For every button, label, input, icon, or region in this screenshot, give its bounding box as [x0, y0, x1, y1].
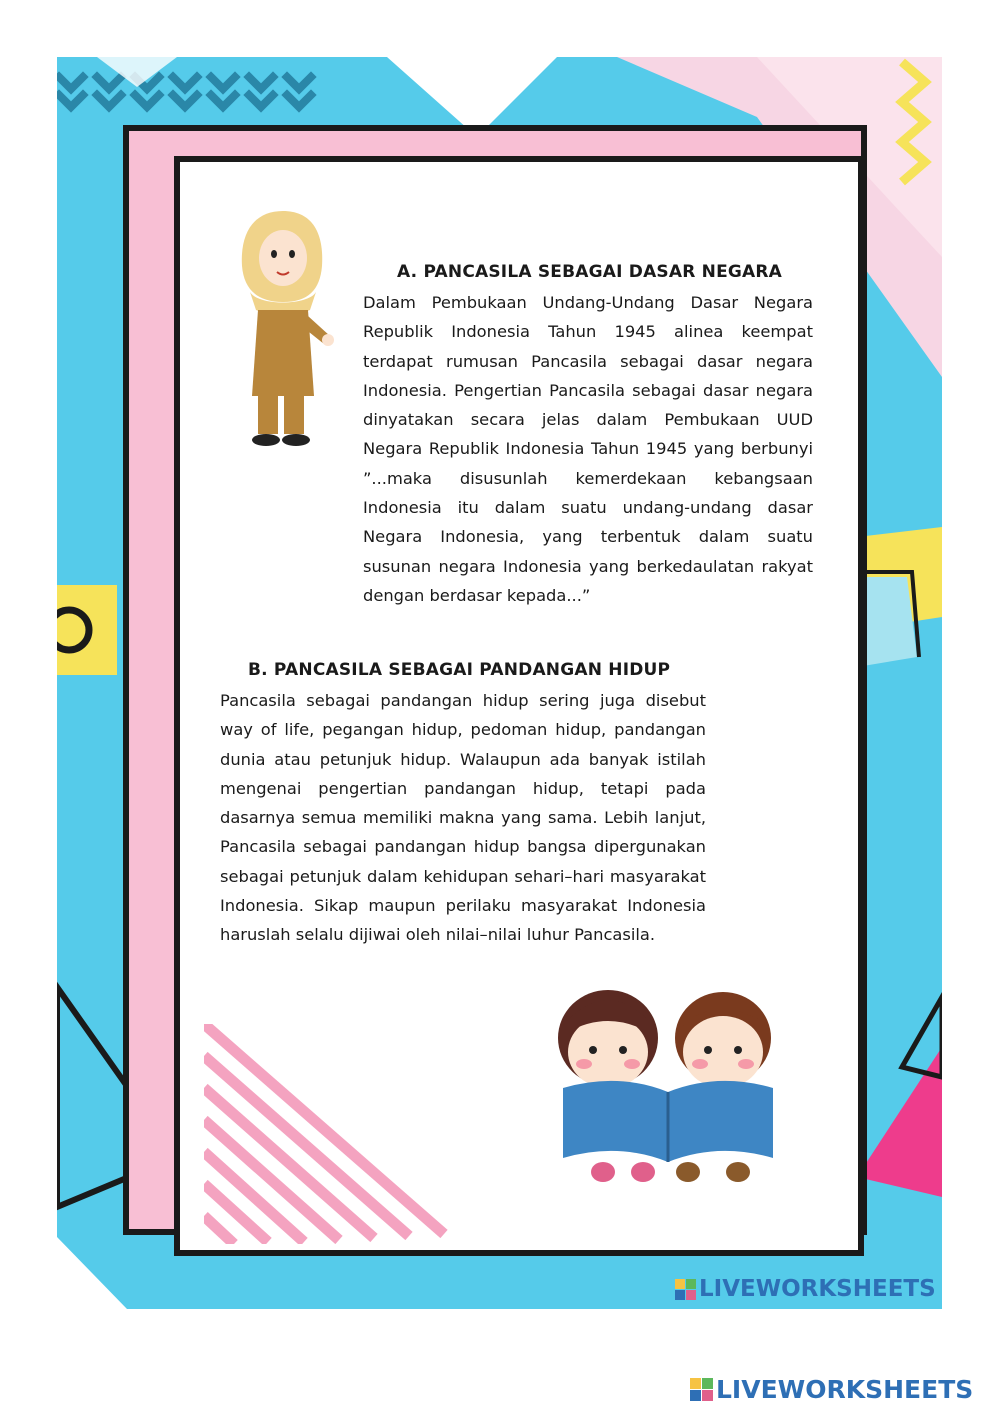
section-pandangan-hidup: [220, 660, 706, 950]
section-a-body: Dalam Pembukaan Undang-Undang Dasar Negara Republik Indonesia Tahun 1945 alinea keempat terdapat rumusan Pancasila sebagai dasar negara Indonesia. Pengertian Pancasila sebagai dasar negara dinyatakan secara jelas dalam Pembukaan UUD Negara Republik Indonesia Tahun 1945 yang berbunyi ”...maka disusunlah kemerdekaan kebangsaan Indonesia itu dalam suatu undang-undang dasar Negara Indonesia, yang terbentuk dalam suatu susunan negara Indonesia yang berkedaulatan rakyat dengan berdasar kepada...”: [363, 293, 813, 605]
section-dasar-negara: [363, 262, 813, 610]
watermark-inner-text: LIVEWORKSHEETS: [699, 1276, 936, 1302]
liveworksheets-watermark-inner: [675, 1276, 936, 1302]
liveworksheets-logo-icon: [690, 1378, 713, 1401]
liveworksheets-logo-icon: [675, 1279, 696, 1300]
teacher-illustration: [228, 206, 338, 456]
section-a-title: A. PANCASILA SEBAGAI DASAR NEGARA: [397, 262, 783, 282]
section-b-title: B. PANCASILA SEBAGAI PANDANGAN HIDUP: [248, 660, 671, 680]
watermark-outer-text: LIVEWORKSHEETS: [716, 1375, 974, 1404]
section-b-body: Pancasila sebagai pandangan hidup sering juga disebut way of life, pegangan hidup, pedoman hidup, pandangan dunia atau petunjuk hidup. Walaupun ada banyak istilah mengenai pengertian pandangan hidup, tetapi pada dasarnya semua memiliki makna yang sama. Lebih lanjut, Pancasila sebagai pandangan hidup bangsa dipergunakan sebagai petunjuk dalam kehidupan sehari–hari masyarakat Indonesia. Sikap maupun perilaku masyarakat Indonesia haruslah selalu dijiwai oleh nilai–nilai luhur Pancasila.: [220, 691, 706, 945]
pink-stripes-decoration: [204, 1024, 464, 1244]
children-reading-illustration: [548, 980, 798, 1190]
liveworksheets-watermark-outer: [690, 1375, 973, 1404]
